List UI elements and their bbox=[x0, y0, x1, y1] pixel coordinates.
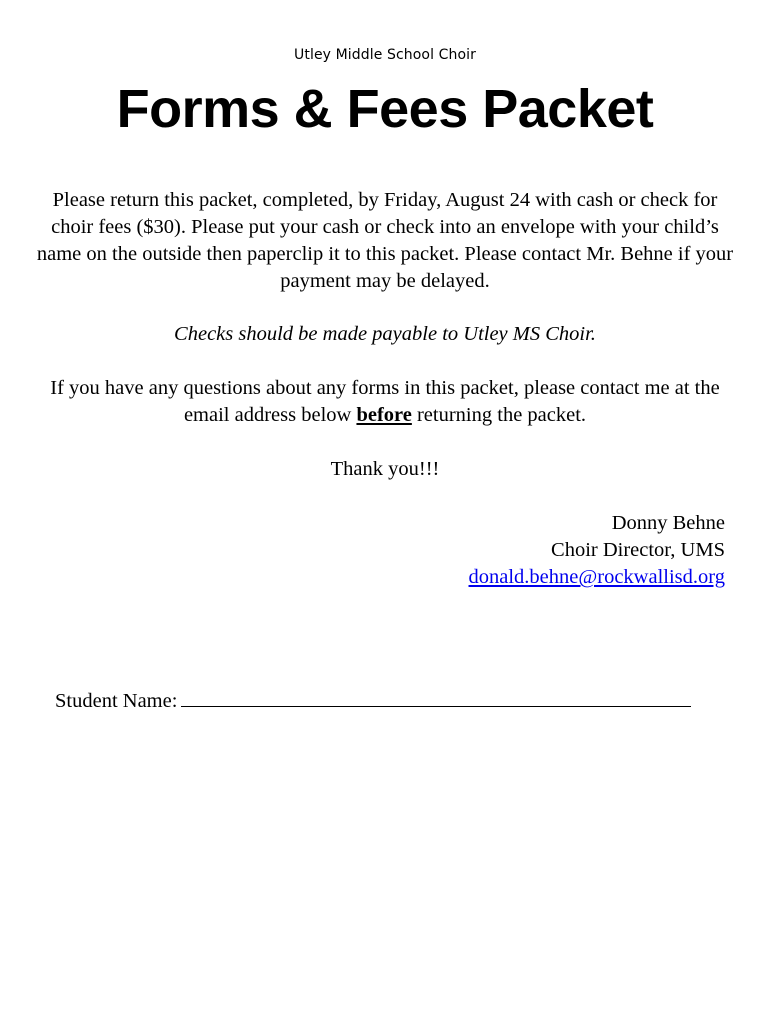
questions-paragraph bbox=[30, 375, 740, 429]
student-name-label: Student Name: bbox=[55, 690, 178, 712]
student-name-blank[interactable] bbox=[181, 686, 691, 707]
thank-you-text: Thank you!!! bbox=[330, 458, 440, 480]
questions-emphasis: before bbox=[356, 404, 412, 426]
signature-block bbox=[325, 510, 725, 591]
checks-note: Checks should be made payable to Utley MS Choir. bbox=[174, 323, 596, 345]
page-title: Forms & Fees Packet bbox=[116, 79, 654, 139]
instructions-paragraph: Please return this packet, completed, by Friday, August 24 with cash or check for choir fees ($30). Please put your cash or check into an envelope with your child’s name on the outside then paperclip it to this packet. Please contact Mr. Behne if your payment may be delayed. bbox=[36, 189, 734, 292]
student-name-field bbox=[55, 686, 715, 715]
email-link[interactable]: donald.behne@rockwallisd.org bbox=[468, 566, 725, 588]
signature-role: Choir Director, UMS bbox=[551, 539, 725, 561]
school-name: Utley Middle School Choir bbox=[294, 47, 476, 63]
questions-text-start: If you have any questions about any forms in this packet, please contact me at the email address below bbox=[50, 377, 720, 426]
questions-text-end: returning the packet. bbox=[411, 404, 587, 426]
signature-name: Donny Behne bbox=[611, 512, 725, 534]
